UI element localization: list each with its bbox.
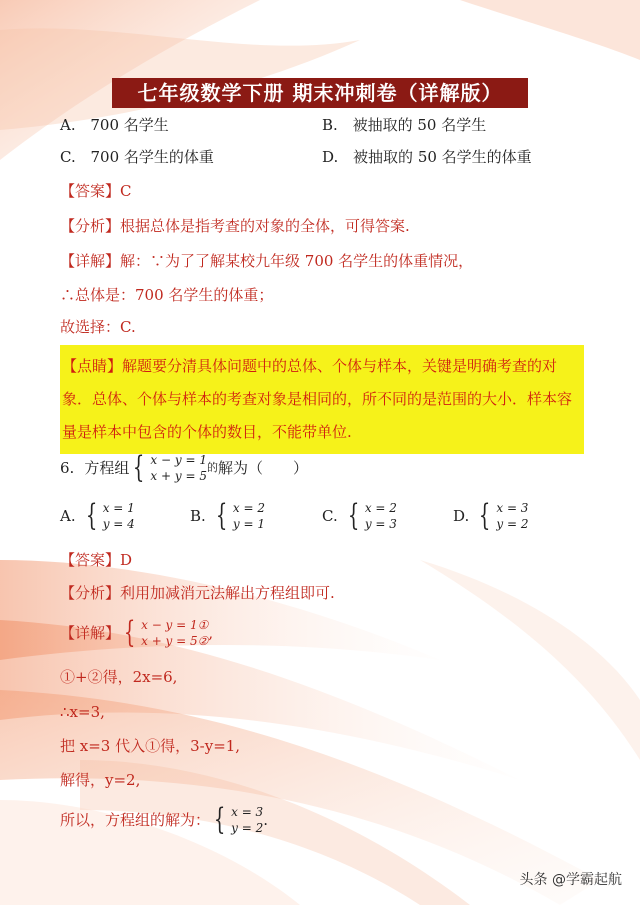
- equation-row: x = 2: [364, 501, 397, 515]
- option-text: 被抽取的 50 名学生的体重: [353, 148, 532, 166]
- answer-tag: 【答案】: [60, 182, 121, 200]
- brace-icon: {: [85, 498, 97, 533]
- analysis-tag: 【分析】: [60, 584, 121, 602]
- equation-row: x = 3: [496, 501, 529, 515]
- equation-row: y = 2: [496, 517, 529, 531]
- q5-detail-line-2: ∴总体是：700 名学生的体重；: [60, 286, 274, 304]
- option-label: D.: [453, 507, 470, 525]
- answer-value: D: [120, 551, 133, 569]
- final-system: [210, 804, 263, 836]
- q5-detail-line-3: 故选择：C.: [60, 318, 136, 336]
- q6-option-c: [322, 500, 397, 532]
- question-number: 6.: [60, 459, 75, 477]
- option-system: [82, 500, 135, 532]
- option-label: A.: [60, 507, 76, 525]
- q5-option-b: [322, 115, 486, 135]
- analysis-tag: 【分析】: [60, 217, 121, 235]
- option-label: B.: [190, 507, 206, 525]
- q6-analysis: [60, 583, 335, 603]
- analysis-text: 利用加减消元法解出方程组即可.: [120, 584, 335, 602]
- comment-text: 解题要分清具体问题中的总体、个体与样本，关键是明确考查的对象．总体、个体与样本的考查对象是相同的，所不同的是范围的大小．样本容量是样本中包含的个体的数目，不能带单位.: [62, 357, 573, 441]
- q6-final: [60, 804, 268, 836]
- brace-icon: {: [133, 450, 145, 485]
- detail-tag: 【详解】: [60, 624, 121, 642]
- q5-option-c: [60, 147, 214, 167]
- brace-icon: {: [347, 498, 359, 533]
- q5-answer: [60, 181, 132, 201]
- equation-row: y = 2: [231, 821, 264, 835]
- equation-system: [129, 452, 207, 484]
- equation-row: y = 3: [364, 517, 397, 531]
- brace-icon: {: [123, 615, 136, 650]
- q6-step-4: 解得，y=2,: [60, 771, 141, 789]
- option-label: C.: [322, 507, 338, 525]
- q6-answer: [60, 550, 132, 570]
- q6-step-1: ①+②得，2x=6,: [60, 668, 178, 686]
- detail-tail: ,: [208, 624, 214, 642]
- q5-comment-highlight: [60, 345, 584, 454]
- equation-row: x = 3: [231, 805, 264, 819]
- answer-tag: 【答案】: [60, 551, 121, 569]
- q6-option-a: [60, 500, 135, 532]
- q6-stem: [60, 452, 308, 484]
- watermark: 头条 @学霸起航: [519, 872, 622, 888]
- equation-row: x + y = 5②: [141, 634, 209, 648]
- brace-icon: {: [213, 802, 226, 837]
- equation-row: x − y = 1: [150, 453, 207, 467]
- final-prefix: 所以，方程组的解为：: [60, 811, 211, 829]
- q5-detail: [60, 251, 473, 271]
- equation-row: y = 1: [232, 517, 265, 531]
- option-text: 700 名学生的体重: [90, 148, 214, 166]
- stem-suffix-small: 的: [206, 461, 218, 474]
- brace-icon: {: [479, 498, 491, 533]
- option-label: B.: [322, 116, 338, 134]
- equation-row: x + y = 5: [150, 469, 207, 483]
- q6-detail: [60, 617, 213, 649]
- answer-value: C: [120, 182, 132, 200]
- equation-row: y = 4: [102, 517, 135, 531]
- equation-row: x − y = 1①: [141, 618, 209, 632]
- q5-option-d: [322, 147, 532, 167]
- q6-step-2: ∴x=3,: [60, 703, 105, 721]
- q6-option-b: [190, 500, 265, 532]
- final-tail: .: [263, 811, 268, 829]
- option-system: [344, 500, 397, 532]
- option-system: [212, 500, 265, 532]
- detail-system: [120, 617, 208, 649]
- detail-tag: 【详解】: [60, 252, 121, 270]
- comment-tag: 【点睛】: [62, 357, 123, 375]
- stem-prefix: 方程组: [84, 459, 130, 477]
- option-label: A.: [60, 116, 76, 134]
- option-label: C.: [60, 148, 76, 166]
- analysis-text: 根据总体是指考查的对象的全体，可得答案.: [120, 217, 410, 235]
- page-title: 七年级数学下册 期末冲刺卷（详解版）: [112, 78, 528, 108]
- q5-option-a: [60, 115, 169, 135]
- stem-suffix: 解为（ ）: [217, 459, 308, 477]
- q5-analysis: [60, 216, 410, 236]
- equation-row: x = 1: [102, 501, 135, 515]
- option-text: 700 名学生: [90, 116, 169, 134]
- detail-text: 解：∵为了了解某校九年级 700 名学生的体重情况，: [120, 252, 474, 270]
- q6-option-d: [453, 500, 528, 532]
- option-text: 被抽取的 50 名学生: [352, 116, 487, 134]
- brace-icon: {: [215, 498, 228, 533]
- option-label: D.: [322, 148, 339, 166]
- equation-row: x = 2: [232, 501, 265, 515]
- option-system: [475, 500, 528, 532]
- q6-step-3: 把 x=3 代入①得，3-y=1,: [60, 737, 241, 755]
